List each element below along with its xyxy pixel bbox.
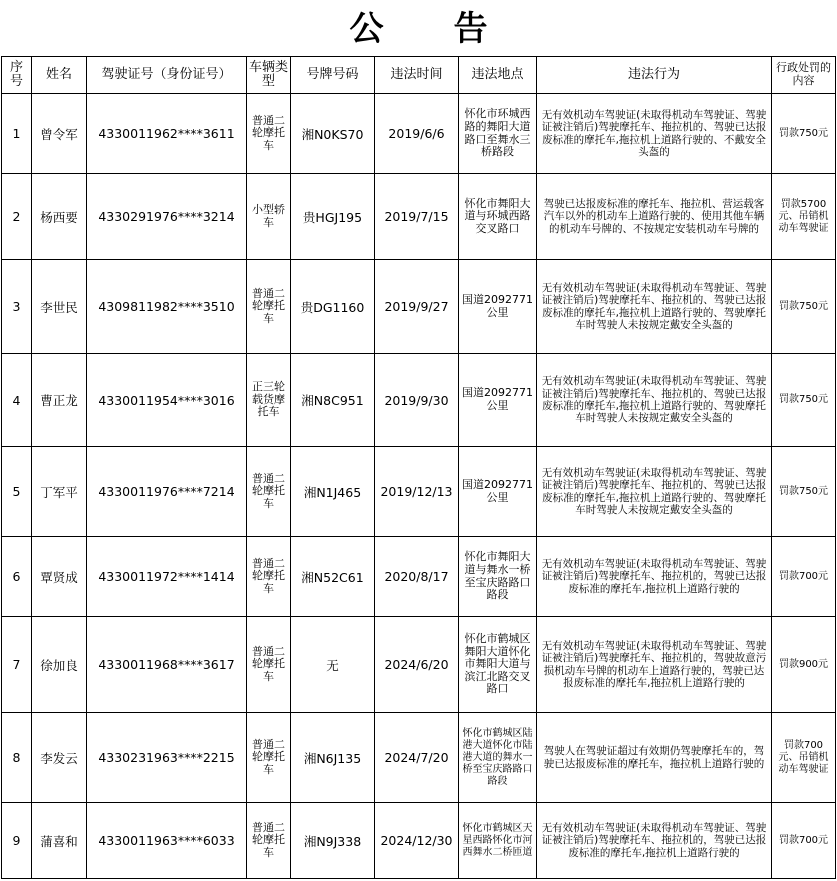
table-row [2, 447, 836, 537]
cell-seq: 6 [2, 537, 32, 617]
cell-time: 2024/7/20 [375, 713, 459, 803]
cell-vehicle-type: 普通二轮摩托车 [247, 447, 291, 537]
cell-name: 杨西要 [32, 174, 87, 260]
cell-seq: 4 [2, 354, 32, 447]
cell-seq: 1 [2, 94, 32, 174]
cell-location: 国道2092771公里 [459, 354, 537, 447]
cell-name: 覃贤成 [32, 537, 87, 617]
cell-location: 怀化市鹤城区天星西路怀化市河西舞水二桥匝道 [459, 803, 537, 879]
header-behavior: 违法行为 [537, 57, 772, 94]
cell-time: 2019/9/27 [375, 260, 459, 354]
header-seq: 序号 [2, 57, 32, 94]
cell-vehicle-type: 普通二轮摩托车 [247, 617, 291, 713]
cell-behavior: 驾驶人在驾驶证超过有效期仍驾驶摩托车的，驾驶已达报废标准的摩托车，拖拉机上道路行驶的 [537, 713, 772, 803]
cell-penalty: 罚款750元 [772, 260, 836, 354]
cell-vehicle-type: 正三轮载货摩托车 [247, 354, 291, 447]
cell-plate: 湘N9J338 [291, 803, 375, 879]
cell-penalty: 罚款750元 [772, 447, 836, 537]
cell-penalty: 罚款700元 [772, 803, 836, 879]
table-row [2, 617, 836, 713]
cell-location: 国道2092771公里 [459, 260, 537, 354]
cell-vehicle-type: 小型轿车 [247, 174, 291, 260]
header-location: 违法地点 [459, 57, 537, 94]
cell-location: 怀化市舞阳大道与舞水一桥至宝庆路路口路段 [459, 537, 537, 617]
cell-vehicle-type: 普通二轮摩托车 [247, 260, 291, 354]
cell-plate: 湘N0KS70 [291, 94, 375, 174]
cell-name: 曾令军 [32, 94, 87, 174]
header-time: 违法时间 [375, 57, 459, 94]
cell-time: 2024/6/20 [375, 617, 459, 713]
cell-behavior: 驾驶已达报废标准的摩托车、拖拉机、营运载客汽车以外的机动车上道路行驶的、使用其他车辆的机动车号牌的、不按规定安装机动车号牌的 [537, 174, 772, 260]
cell-license: 4330011972****1414 [87, 537, 247, 617]
cell-seq: 7 [2, 617, 32, 713]
cell-time: 2024/12/30 [375, 803, 459, 879]
cell-location: 国道2092771公里 [459, 447, 537, 537]
cell-plate: 贵HGJ195 [291, 174, 375, 260]
cell-time: 2020/8/17 [375, 537, 459, 617]
cell-time: 2019/7/15 [375, 174, 459, 260]
table-row [2, 537, 836, 617]
cell-name: 蒲喜和 [32, 803, 87, 879]
cell-behavior: 无有效机动车驾驶证(未取得机动车驾驶证、驾驶证被注销后)驾驶摩托车、拖拉机的，驾驶已达报废标准的摩托车,拖拉机上道路行驶的 [537, 803, 772, 879]
cell-seq: 9 [2, 803, 32, 879]
cell-location: 怀化市环城西路的舞阳大道路口至舞水三桥路段 [459, 94, 537, 174]
table-row [2, 803, 836, 879]
cell-seq: 3 [2, 260, 32, 354]
cell-license: 4330291976****3214 [87, 174, 247, 260]
cell-penalty: 罚款750元 [772, 354, 836, 447]
cell-plate: 湘N6J135 [291, 713, 375, 803]
cell-name: 李发云 [32, 713, 87, 803]
cell-license: 4330011954****3016 [87, 354, 247, 447]
cell-plate: 湘N1J465 [291, 447, 375, 537]
cell-behavior: 无有效机动车驾驶证(未取得机动车驾驶证、驾驶证被注销后)驾驶摩托车、拖拉机的，驾驶故意污损机动车号牌的机动车上道路行驶的，驾驶已达报废标准的摩托车,拖拉机上道路行驶的 [537, 617, 772, 713]
cell-vehicle-type: 普通二轮摩托车 [247, 713, 291, 803]
cell-penalty: 罚款700元、吊销机动车驾驶证 [772, 713, 836, 803]
header-vehicle-type: 车辆类型 [247, 57, 291, 94]
cell-name: 李世民 [32, 260, 87, 354]
header-license: 驾驶证号（身份证号） [87, 57, 247, 94]
cell-location: 怀化市舞阳大道与环城西路交叉路口 [459, 174, 537, 260]
table-row [2, 354, 836, 447]
table-row [2, 94, 836, 174]
cell-behavior: 无有效机动车驾驶证(未取得机动车驾驶证、驾驶证被注销后)驾驶摩托车、拖拉机的、驾驶已达报废标准的摩托车,拖拉机上道路行驶的、驾驶摩托车时驾驶人未按规定戴安全头盔的 [537, 260, 772, 354]
cell-seq: 2 [2, 174, 32, 260]
cell-penalty: 罚款700元 [772, 537, 836, 617]
cell-time: 2019/9/30 [375, 354, 459, 447]
cell-vehicle-type: 普通二轮摩托车 [247, 537, 291, 617]
title-char: 公 [349, 9, 384, 49]
cell-name: 徐加良 [32, 617, 87, 713]
table-row [2, 174, 836, 260]
cell-seq: 5 [2, 447, 32, 537]
cell-penalty: 罚款900元 [772, 617, 836, 713]
cell-license: 4330011962****3611 [87, 94, 247, 174]
cell-location: 怀化市鹤城区陆港大道怀化市陆港大道的舞水一桥至宝庆路路口路段 [459, 713, 537, 803]
cell-vehicle-type: 普通二轮摩托车 [247, 803, 291, 879]
header-penalty: 行政处罚的内容 [772, 57, 836, 94]
cell-behavior: 无有效机动车驾驶证(未取得机动车驾驶证、驾驶证被注销后)驾驶摩托车、拖拉机的、驾驶已达报废标准的摩托车,拖拉机上道路行驶的、不戴安全头盔的 [537, 94, 772, 174]
cell-license: 4330231963****2215 [87, 713, 247, 803]
cell-plate: 湘N8C951 [291, 354, 375, 447]
cell-plate: 无 [291, 617, 375, 713]
cell-vehicle-type: 普通二轮摩托车 [247, 94, 291, 174]
cell-license: 4330011963****6033 [87, 803, 247, 879]
page-title [0, 0, 837, 56]
cell-plate: 贵DG1160 [291, 260, 375, 354]
cell-behavior: 无有效机动车驾驶证(未取得机动车驾驶证、驾驶证被注销后)驾驶摩托车、拖拉机的、驾驶已达报废标准的摩托车,拖拉机上道路行驶的、驾驶摩托车时驾驶人未按规定戴安全头盔的 [537, 447, 772, 537]
cell-license: 4309811982****3510 [87, 260, 247, 354]
cell-name: 丁军平 [32, 447, 87, 537]
cell-penalty: 罚款5700元、吊销机动车驾驶证 [772, 174, 836, 260]
cell-behavior: 无有效机动车驾驶证(未取得机动车驾驶证、驾驶证被注销后)驾驶摩托车、拖拉机的、驾驶已达报废标准的摩托车,拖拉机上道路行驶的、驾驶摩托车时驾驶人未按规定戴安全头盔的 [537, 354, 772, 447]
cell-time: 2019/12/13 [375, 447, 459, 537]
table-header-row [2, 57, 836, 94]
header-plate: 号牌号码 [291, 57, 375, 94]
notice-table [1, 56, 836, 879]
cell-time: 2019/6/6 [375, 94, 459, 174]
table-row [2, 260, 836, 354]
cell-plate: 湘N52C61 [291, 537, 375, 617]
header-name: 姓名 [32, 57, 87, 94]
table-row [2, 713, 836, 803]
cell-penalty: 罚款750元 [772, 94, 836, 174]
cell-location: 怀化市鹤城区舞阳大道怀化市舞阳大道与滨江北路交叉路口 [459, 617, 537, 713]
cell-behavior: 无有效机动车驾驶证(未取得机动车驾驶证、驾驶证被注销后)驾驶摩托车、拖拉机的，驾驶已达报废标准的摩托车,拖拉机上道路行驶的 [537, 537, 772, 617]
title-char: 告 [453, 9, 488, 49]
cell-license: 4330011968****3617 [87, 617, 247, 713]
cell-seq: 8 [2, 713, 32, 803]
cell-name: 曹正龙 [32, 354, 87, 447]
cell-license: 4330011976****7214 [87, 447, 247, 537]
